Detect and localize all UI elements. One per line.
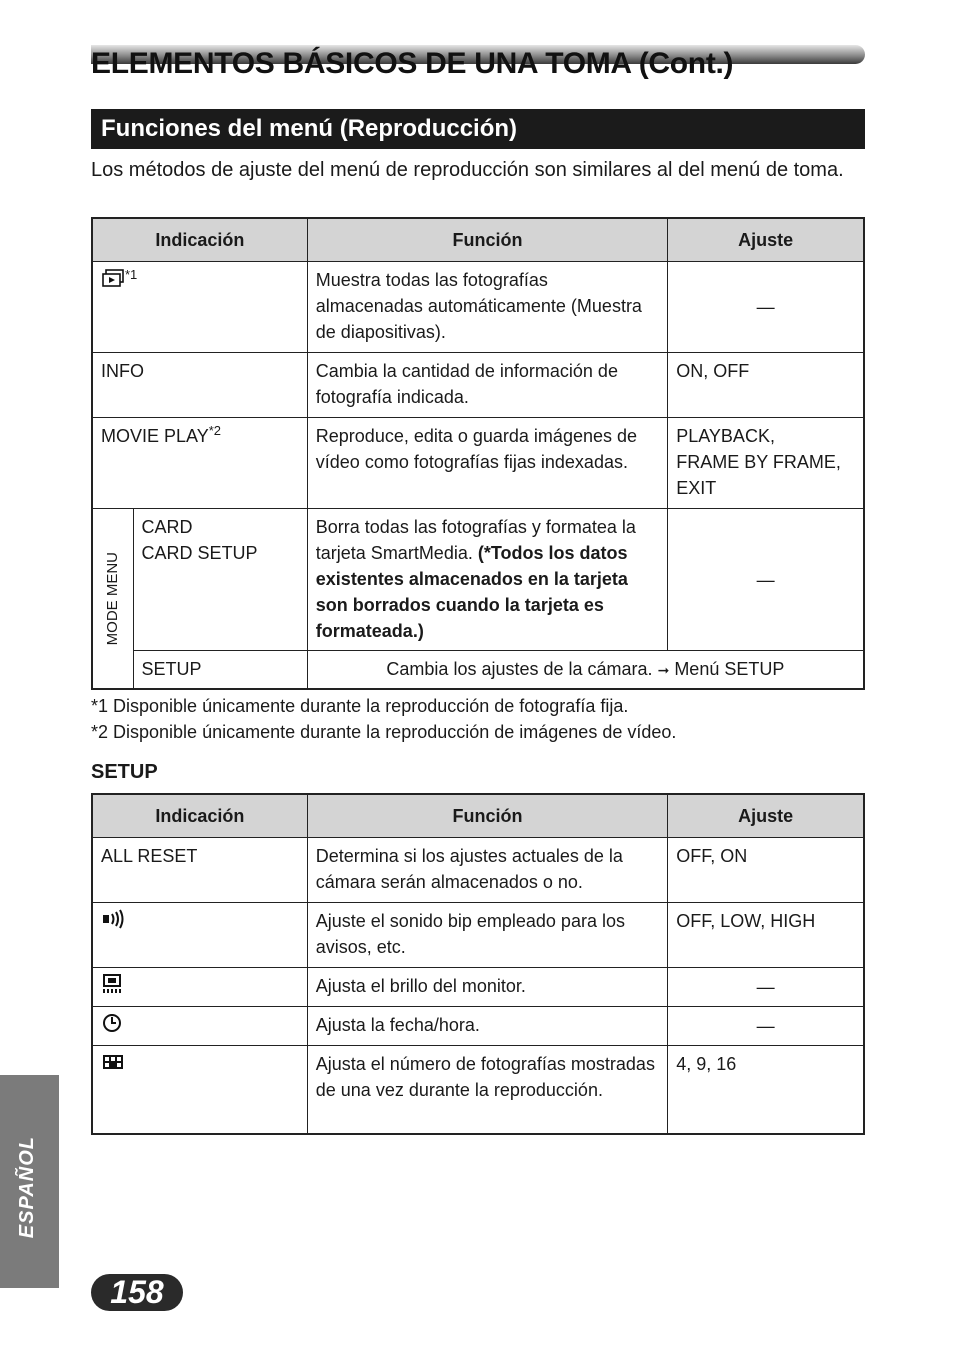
table-row xyxy=(92,509,864,651)
table-row xyxy=(92,1046,864,1134)
indicator-cell: ALL RESET xyxy=(92,838,307,903)
function-cell: Reproduce, edita o guarda imágenes de vídeo como fotografías fijas indexadas. xyxy=(307,418,667,509)
setup-menu-reference: Menú SETUP xyxy=(674,659,785,679)
function-cell xyxy=(307,509,667,651)
setting-cell: — xyxy=(668,968,864,1007)
movie-play-label: MOVIE PLAY xyxy=(101,426,209,446)
indicator-cell xyxy=(92,418,307,509)
setting-line: EXIT xyxy=(676,478,717,498)
function-cell: Muestra todas las fotografías almacenadas automáticamente (Muestra de diapositivas). xyxy=(307,262,667,353)
table-header-row xyxy=(92,218,864,262)
function-cell: Ajusta la fecha/hora. xyxy=(307,1007,667,1046)
playback-menu-table xyxy=(91,217,865,690)
setup-heading: SETUP xyxy=(91,761,158,783)
indicator-cell: INFO xyxy=(92,353,307,418)
beep-sound-icon xyxy=(101,909,125,936)
setup-table xyxy=(91,793,865,1135)
setting-cell: OFF, LOW, HIGH xyxy=(668,903,864,968)
table-row xyxy=(92,903,864,968)
index-grid-icon xyxy=(101,1052,125,1079)
card-setup-label: CARD SETUP xyxy=(141,543,258,563)
page-title: ELEMENTOS BÁSICOS DE UNA TOMA (Cont.) xyxy=(91,47,734,80)
setting-cell: — xyxy=(668,262,864,353)
indicator-cell xyxy=(92,1046,307,1134)
indicator-cell xyxy=(92,968,307,1007)
table-row xyxy=(92,418,864,509)
clock-icon xyxy=(101,1013,125,1040)
function-cell: Ajuste el sonido bip empleado para los avisos, etc. xyxy=(307,903,667,968)
setup-function-text: Cambia los ajustes de la cámara. xyxy=(386,659,653,679)
header-indicacion: Indicación xyxy=(92,794,307,838)
setting-cell: OFF, ON xyxy=(668,838,864,903)
language-tab xyxy=(0,1075,59,1288)
indicator-cell xyxy=(92,903,307,968)
header-funcion: Función xyxy=(307,218,667,262)
footnote-mark: *1 xyxy=(125,267,138,282)
section-heading: Funciones del menú (Reproducción) xyxy=(91,109,865,149)
table-row xyxy=(92,1007,864,1046)
setting-cell: — xyxy=(668,1007,864,1046)
setting-line: PLAYBACK, xyxy=(676,426,775,446)
indicator-cell: SETUP xyxy=(133,651,307,690)
indicator-cell xyxy=(133,509,307,651)
setting-line: FRAME BY FRAME, xyxy=(676,452,841,472)
table-header-row xyxy=(92,794,864,838)
footnote-2: *2 Disponible únicamente durante la reproducción de imágenes de vídeo. xyxy=(91,722,677,742)
card-label: CARD xyxy=(141,517,193,537)
slideshow-icon xyxy=(101,268,125,295)
mode-menu-label: MODE MENU xyxy=(103,551,121,646)
header-indicacion: Indicación xyxy=(92,218,307,262)
footnote-1: *1 Disponible únicamente durante la reproducción de fotografía fija. xyxy=(91,696,629,716)
monitor-brightness-icon xyxy=(101,974,125,1001)
card-warning-text: (*Todos los datos existentes almacenados en la tarjeta son borrados cuando la tarjeta es formateada.) xyxy=(315,543,628,641)
table-row xyxy=(92,838,864,903)
table-row xyxy=(92,968,864,1007)
indicator-cell xyxy=(92,262,307,353)
table-row xyxy=(92,651,864,690)
card-function-text: Borra todas las fotografías y formatea la tarjeta SmartMedia. xyxy=(315,517,636,563)
header-ajuste: Ajuste xyxy=(668,794,864,838)
function-cell: Determina si los ajustes actuales de la cámara serán almacenados o no. xyxy=(307,838,667,903)
function-cell: Ajusta el número de fotografías mostradas de una vez durante la reproducción. xyxy=(307,1046,667,1134)
function-cell xyxy=(307,651,864,690)
table-row xyxy=(92,262,864,353)
setting-cell: 4, 9, 16 xyxy=(668,1046,864,1134)
mode-menu-group-cell xyxy=(92,509,133,690)
language-label: ESPAÑOL xyxy=(16,1135,38,1238)
function-cell: Cambia la cantidad de información de fotografía indicada. xyxy=(307,353,667,418)
footnotes xyxy=(91,693,676,745)
page-number: 158 xyxy=(91,1274,183,1311)
table-row xyxy=(92,353,864,418)
indicator-cell xyxy=(92,1007,307,1046)
footnote-mark: *2 xyxy=(208,423,221,438)
setting-cell: ON, OFF xyxy=(668,353,864,418)
arrow-icon: ➞ xyxy=(657,662,670,678)
setting-cell: — xyxy=(668,509,864,651)
function-cell: Ajusta el brillo del monitor. xyxy=(307,968,667,1007)
header-funcion: Función xyxy=(307,794,667,838)
setting-cell xyxy=(668,418,864,509)
header-ajuste: Ajuste xyxy=(668,218,864,262)
intro-paragraph: Los métodos de ajuste del menú de reproducción son similares al del menú de toma. xyxy=(91,159,844,181)
